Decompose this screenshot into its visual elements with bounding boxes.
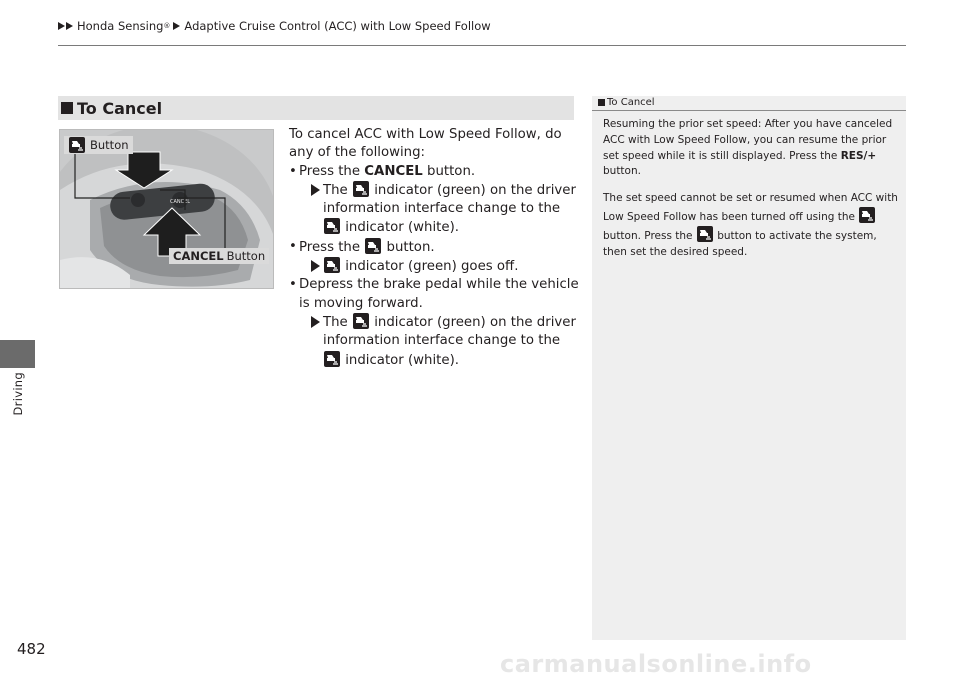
sub-text: indicator (green) on the driver information interface change to the: [323, 182, 576, 217]
distance-car-icon: [859, 207, 875, 223]
sidebar-paragraph-set-speed: [603, 191, 898, 260]
sub-text: indicator (white).: [341, 220, 459, 236]
breadcrumb-part-honda-sensing[interactable]: Honda Sensing: [77, 19, 164, 33]
distance-car-icon: [353, 181, 369, 197]
bullet-distance-button: [289, 238, 579, 257]
sidebar-text: button. Press the: [603, 229, 696, 242]
arrow-icon: [311, 316, 320, 328]
distance-car-icon: [324, 218, 340, 234]
distance-car-icon: [324, 257, 340, 273]
cancel-button-callout: [169, 248, 269, 264]
distance-car-icon: [697, 226, 713, 242]
sidebar-body: [592, 111, 906, 260]
triangle-icon: [173, 22, 180, 30]
chapter-tab[interactable]: [0, 340, 35, 368]
sidebar-title: To Cancel: [607, 97, 655, 108]
sub-result-2: [289, 257, 579, 276]
cancel-callout-text: Button: [226, 249, 266, 263]
watermark: carmanualsonline.info: [500, 650, 812, 678]
sub-text: The: [323, 314, 352, 330]
square-bullet-icon: [61, 102, 73, 114]
breadcrumb: [58, 19, 491, 33]
sub-text: indicator (green) on the driver information interface change to the: [323, 314, 576, 349]
res-button-name: RES/+: [840, 149, 877, 162]
distance-car-icon: [324, 351, 340, 367]
bullet-text: Press the: [299, 163, 365, 179]
bullet-text: button.: [422, 163, 476, 179]
sub-result-3: [289, 313, 579, 370]
sidebar-text: The set speed cannot be set or resumed when ACC with Low Speed Follow has been turned off using the: [603, 192, 898, 223]
triangle-icon: [58, 22, 65, 30]
sidebar-notes: [592, 96, 906, 640]
bullet-bold-text: CANCEL: [364, 163, 423, 179]
header-divider: [58, 45, 906, 46]
section-title: To Cancel: [77, 98, 163, 118]
sidebar-header: [592, 96, 906, 111]
button-callout: [64, 136, 133, 154]
sub-text: indicator (green) goes off.: [341, 259, 519, 275]
sidebar-paragraph-resume: [603, 117, 898, 180]
breadcrumb-part-acc[interactable]: Adaptive Cruise Control (ACC) with Low Speed Follow: [184, 19, 491, 33]
distance-car-icon: [69, 137, 85, 153]
arrow-icon: [311, 184, 320, 196]
distance-car-icon: [365, 238, 381, 254]
registered-mark: ®: [163, 22, 171, 30]
bullet-cancel-button: [289, 163, 579, 181]
sub-text: The: [323, 182, 352, 198]
reference-square-icon: [598, 99, 605, 106]
sub-text: indicator (white).: [341, 352, 459, 368]
sidebar-text: button.: [603, 165, 641, 178]
arrow-icon: [311, 260, 320, 272]
main-instructions: [289, 126, 579, 370]
bullet-text: button.: [382, 239, 435, 255]
cancel-callout-bold: CANCEL: [173, 249, 224, 263]
button-callout-text: Button: [90, 138, 129, 152]
sub-result-1: [289, 181, 579, 238]
sidebar-text: button to activate the system, then set the desired speed.: [603, 229, 877, 258]
bullet-text: Press the: [299, 239, 365, 255]
distance-car-icon: [353, 313, 369, 329]
bullet-brake-pedal: • Depress the brake pedal while the vehicle is moving forward.: [289, 276, 579, 313]
switch-cancel-text: CANCEL: [170, 199, 191, 205]
chapter-label: Driving: [11, 372, 25, 416]
page-number: 482: [17, 640, 46, 658]
section-heading: [58, 96, 574, 120]
sidebar-text: Resuming the prior set speed: After you have canceled ACC with Low Speed Follow, you can resume the prior set speed while it is still displayed. Press the: [603, 118, 893, 162]
triangle-icon: [66, 22, 73, 30]
intro-paragraph: To cancel ACC with Low Speed Follow, do any of the following:: [289, 127, 562, 161]
